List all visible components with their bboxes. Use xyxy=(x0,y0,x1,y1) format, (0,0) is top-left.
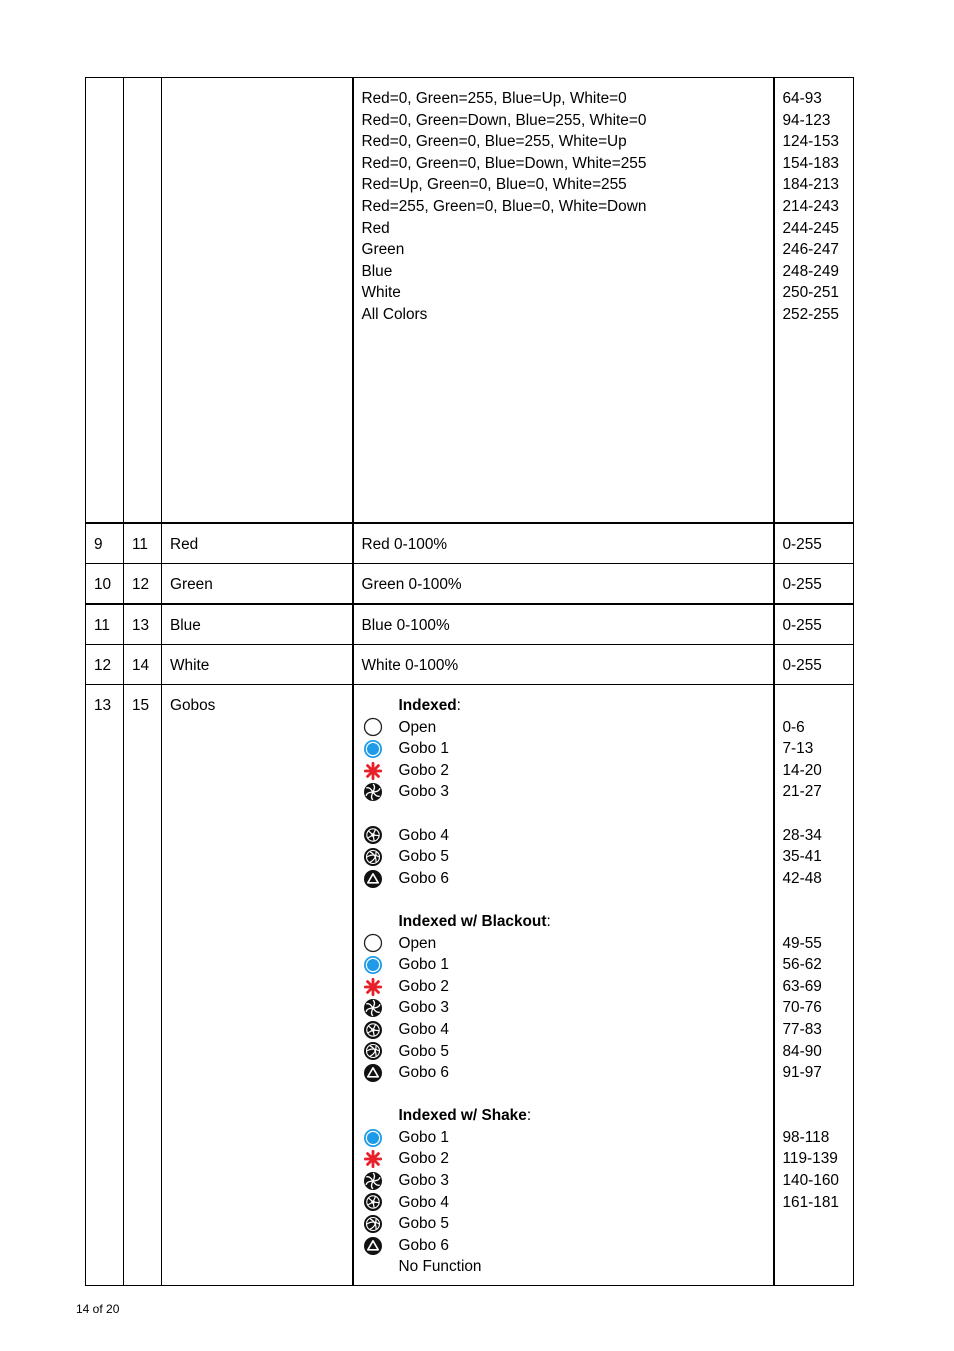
description-line: Red=0, Green=255, Blue=Up, White=0 xyxy=(361,90,627,107)
value-list xyxy=(783,88,846,326)
dmx-channel-table xyxy=(85,77,854,1286)
gobo-label: Gobo 6 xyxy=(398,1064,449,1082)
gobo-label: Gobo 3 xyxy=(398,783,449,801)
spacer xyxy=(783,1084,846,1106)
value-spacer xyxy=(783,1105,846,1127)
gobo-label: Gobo 3 xyxy=(398,1172,449,1190)
cell-ch-b: 12 xyxy=(124,564,162,605)
list-item xyxy=(362,760,765,782)
value-line: 252-255 xyxy=(782,305,839,323)
gobo-5-icon xyxy=(362,1041,399,1061)
list-item xyxy=(362,868,765,890)
description-line: Red=0, Green=0, Blue=255, White=Up xyxy=(361,133,627,151)
description-line: Red=0, Green=0, Blue=Down, White=255 xyxy=(361,154,647,172)
gobo-label: Gobo 1 xyxy=(398,1128,449,1146)
description-line: Red xyxy=(361,219,390,237)
description-list xyxy=(362,88,765,326)
list-item xyxy=(362,1170,765,1192)
table-row-continued xyxy=(86,78,854,524)
gobo-value-list xyxy=(783,695,846,1213)
gobo-4-icon xyxy=(362,1192,399,1212)
value-line: 0-6 xyxy=(782,718,805,736)
cell-function: Red xyxy=(162,523,353,564)
list-item xyxy=(362,846,765,868)
cell-function: Blue xyxy=(162,604,353,645)
spacer xyxy=(783,889,846,911)
list-item xyxy=(362,1019,765,1041)
gobo-2-icon xyxy=(362,1149,399,1169)
table-row xyxy=(86,645,854,685)
list-item xyxy=(362,1213,765,1235)
no-function-label: No Function xyxy=(398,1258,482,1276)
list-item xyxy=(362,1235,765,1257)
gobo-label: Gobo 1 xyxy=(398,956,449,974)
value-line: 184-213 xyxy=(782,176,839,194)
value-line: 7-13 xyxy=(782,740,814,758)
spacer xyxy=(783,803,846,825)
description-line: Red=0, Green=Down, Blue=255, White=0 xyxy=(361,111,647,129)
cell-function: White xyxy=(162,645,353,685)
value-line: 91-97 xyxy=(782,1064,822,1082)
gobo-open-icon xyxy=(362,717,399,737)
list-item xyxy=(362,1192,765,1214)
cell-ch-b: 13 xyxy=(124,604,162,645)
gobo-label: Gobo 2 xyxy=(398,977,449,995)
cell-ch-a: 10 xyxy=(86,564,124,605)
value-line: 119-139 xyxy=(782,1150,838,1168)
cell-ch-a: 13 xyxy=(86,685,124,1286)
section-heading: Indexed w/ Blackout: xyxy=(398,912,551,930)
value-line: 161-181 xyxy=(782,1193,839,1211)
table-row-gobos xyxy=(86,685,854,1286)
value-line: 94-123 xyxy=(782,111,831,129)
cell-ch-b: 11 xyxy=(124,523,162,564)
gobo-4-icon xyxy=(362,1020,399,1040)
gobo-3-icon xyxy=(362,1171,399,1191)
value-line: 214-243 xyxy=(782,197,839,215)
spacer xyxy=(362,1084,765,1106)
gobo-label: Gobo 5 xyxy=(398,1215,449,1233)
value-line: 77-83 xyxy=(782,1020,822,1038)
cell-description: White 0-100% xyxy=(353,645,774,685)
description-line: White xyxy=(361,284,401,302)
value-line: 246-247 xyxy=(782,241,839,259)
value-line: 42-48 xyxy=(782,869,822,887)
cell-ch-b: 15 xyxy=(124,685,162,1286)
table-row xyxy=(86,604,854,645)
gobo-label: Gobo 4 xyxy=(398,1020,449,1038)
value-line: 64-93 xyxy=(782,90,822,107)
value-line: 35-41 xyxy=(782,848,822,866)
value-line: 154-183 xyxy=(782,154,839,172)
value-line: 70-76 xyxy=(782,999,822,1017)
list-item xyxy=(362,825,765,847)
list-item xyxy=(362,1148,765,1170)
cell-ch-b: 14 xyxy=(124,645,162,685)
table-row xyxy=(86,564,854,605)
list-item xyxy=(362,997,765,1019)
value-line: 56-62 xyxy=(782,956,822,974)
value-line: 28-34 xyxy=(782,826,822,844)
gobo-label: Open xyxy=(398,718,437,736)
cell-ch-a: 9 xyxy=(86,523,124,564)
gobo-6-icon xyxy=(362,1063,399,1083)
gobo-label: Gobo 3 xyxy=(398,999,449,1017)
section-heading: Indexed: xyxy=(398,697,461,714)
description-line: All Colors xyxy=(361,305,428,323)
list-item xyxy=(362,781,765,803)
cell-value xyxy=(774,78,854,524)
gobo-label: Gobo 5 xyxy=(398,1042,449,1060)
cell-value: 0-255 xyxy=(774,564,854,605)
cell-function xyxy=(162,78,353,524)
value-line: 248-249 xyxy=(782,262,839,280)
list-item xyxy=(362,1062,765,1084)
value-line: 21-27 xyxy=(782,783,822,801)
gobo-1-icon xyxy=(362,739,399,759)
cell-ch-a: 12 xyxy=(86,645,124,685)
list-item xyxy=(362,717,765,739)
value-line: 14-20 xyxy=(782,761,822,779)
cell-ch-a xyxy=(86,78,124,524)
gobo-3-icon xyxy=(362,782,399,802)
section-heading: Indexed w/ Shake: xyxy=(398,1107,532,1125)
cell-description: Blue 0-100% xyxy=(353,604,774,645)
cell-description xyxy=(353,78,774,524)
value-line: 49-55 xyxy=(782,934,822,952)
description-line: Red=Up, Green=0, Blue=0, White=255 xyxy=(361,176,627,194)
value-spacer xyxy=(783,911,846,933)
cell-description: Green 0-100% xyxy=(353,564,774,605)
cell-ch-a: 11 xyxy=(86,604,124,645)
value-line: 140-160 xyxy=(782,1172,839,1190)
value-line: 244-245 xyxy=(782,219,839,237)
value-line: 98-118 xyxy=(782,1128,830,1146)
cell-value: 0-255 xyxy=(774,645,854,685)
cell-description: Red 0-100% xyxy=(353,523,774,564)
cell-function: Gobos xyxy=(162,685,353,1286)
gobo-label: Gobo 4 xyxy=(398,1193,449,1211)
gobo-6-icon xyxy=(362,1236,399,1256)
gobo-5-icon xyxy=(362,1214,399,1234)
gobo-label: Gobo 6 xyxy=(398,869,449,887)
gobo-label: Gobo 2 xyxy=(398,1150,449,1168)
value-line: 84-90 xyxy=(782,1042,822,1060)
gobo-list xyxy=(362,695,765,1278)
list-item xyxy=(362,933,765,955)
table-row xyxy=(86,523,854,564)
cell-function: Green xyxy=(162,564,353,605)
cell-value xyxy=(774,685,854,1286)
gobo-label: Gobo 1 xyxy=(398,740,449,758)
value-line: 250-251 xyxy=(782,284,839,302)
gobo-5-icon xyxy=(362,847,399,867)
list-item xyxy=(362,976,765,998)
gobo-label: Gobo 4 xyxy=(398,826,449,844)
list-item xyxy=(362,954,765,976)
gobo-label: Gobo 6 xyxy=(398,1236,449,1254)
page-number: 14 of 20 xyxy=(76,1302,120,1316)
list-item xyxy=(362,738,765,760)
gobo-6-icon xyxy=(362,869,399,889)
gobo-1-icon xyxy=(362,1128,399,1148)
description-line: Green xyxy=(361,241,405,259)
gobo-2-icon xyxy=(362,761,399,781)
spacer xyxy=(362,803,765,825)
list-item xyxy=(362,1041,765,1063)
value-line: 63-69 xyxy=(782,977,822,995)
spacer xyxy=(362,889,765,911)
cell-description xyxy=(353,685,774,1286)
cell-ch-b xyxy=(124,78,162,524)
gobo-3-icon xyxy=(362,998,399,1018)
cell-value: 0-255 xyxy=(774,523,854,564)
gobo-label: Open xyxy=(398,934,437,952)
gobo-label: Gobo 5 xyxy=(398,848,449,866)
list-item xyxy=(362,1127,765,1149)
gobo-label: Gobo 2 xyxy=(398,761,449,779)
cell-value: 0-255 xyxy=(774,604,854,645)
description-line: Blue xyxy=(361,262,393,280)
value-line: 124-153 xyxy=(782,133,839,151)
gobo-4-icon xyxy=(362,825,399,845)
description-line: Red=255, Green=0, Blue=0, White=Down xyxy=(361,197,647,215)
value-spacer xyxy=(783,695,846,717)
gobo-1-icon xyxy=(362,955,399,975)
gobo-2-icon xyxy=(362,977,399,997)
gobo-open-icon xyxy=(362,933,399,953)
